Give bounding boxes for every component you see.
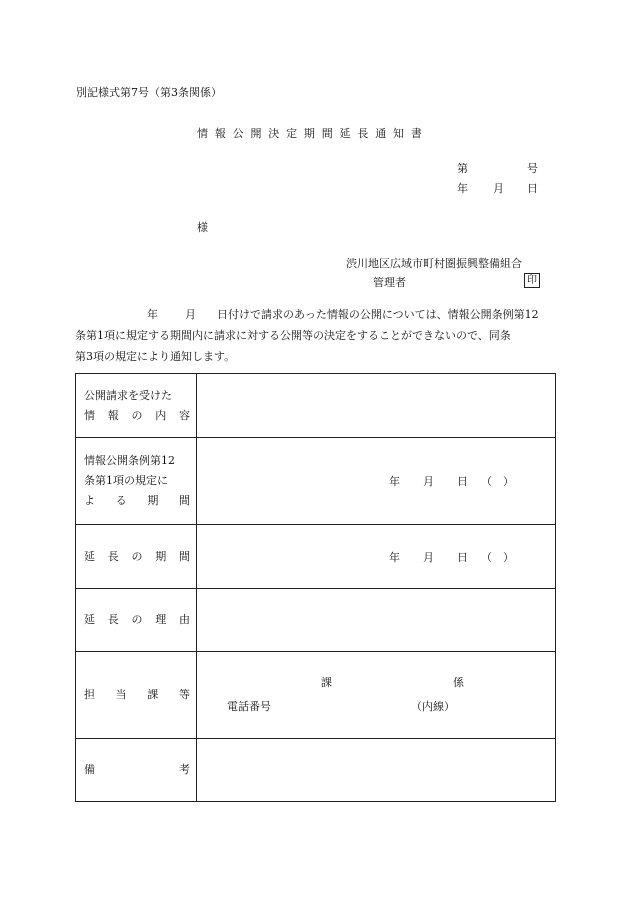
addressee-honorific: 様 bbox=[197, 221, 208, 234]
row-remarks bbox=[76, 739, 556, 802]
label-extension-period bbox=[76, 525, 197, 589]
document-title: 情報公開決定期間延長通知書 bbox=[197, 127, 429, 140]
day-label: 日 bbox=[527, 182, 538, 195]
sender-organization: 渋川地区広域市町村圏振興整備組合 bbox=[346, 257, 522, 270]
row-responsible-section bbox=[76, 652, 556, 739]
body-line-2: 条第1項に規定する期間内に請求に対する公開等の決定をすることができないので、同条 bbox=[75, 329, 511, 342]
row-extension-period bbox=[76, 525, 556, 589]
label-line: 条第1項の規定に bbox=[84, 474, 168, 487]
dai-label: 第 bbox=[457, 162, 468, 175]
value-remarks[interactable] bbox=[197, 739, 556, 802]
original-year: 年 bbox=[389, 475, 400, 488]
body-line-1 bbox=[75, 304, 560, 325]
section-label: 課 bbox=[321, 676, 332, 689]
extension-number-label: （内線） bbox=[411, 700, 455, 713]
go-label: 号 bbox=[527, 162, 538, 175]
row-request-content bbox=[76, 374, 556, 438]
seal-mark: 印 bbox=[524, 273, 540, 288]
label-line: 公開請求を受けた bbox=[84, 388, 172, 402]
label-request-content bbox=[76, 374, 197, 438]
value-extension-period[interactable] bbox=[197, 525, 556, 589]
month-label: 月 bbox=[493, 182, 504, 195]
subsection-label: 係 bbox=[453, 676, 464, 689]
value-original-period[interactable] bbox=[197, 438, 556, 525]
original-month: 月 bbox=[423, 475, 434, 488]
value-extension-reason[interactable] bbox=[197, 589, 556, 652]
label-line: 備 考 bbox=[84, 763, 190, 776]
value-responsible-section[interactable] bbox=[197, 652, 556, 739]
body-line-3: 第3項の規定により通知します。 bbox=[75, 350, 236, 363]
body-month: 月 bbox=[185, 308, 196, 321]
extension-year: 年 bbox=[389, 551, 400, 564]
label-line: 情報公開条例第12 bbox=[84, 454, 175, 467]
body-line-1-rest: 日付けで請求のあった情報の公開については、情報公開条例第12 bbox=[217, 308, 539, 321]
extension-day: 日 bbox=[457, 551, 468, 564]
label-original-period bbox=[76, 438, 197, 525]
label-line: よ る 期 間 bbox=[84, 494, 190, 507]
label-responsible-section bbox=[76, 652, 197, 739]
notice-body bbox=[75, 304, 560, 367]
value-request-content[interactable] bbox=[197, 374, 556, 438]
form-reference: 別記様式第7号（第3条関係） bbox=[76, 86, 222, 99]
notice-form-table bbox=[75, 373, 556, 802]
original-weekday-paren: （ ） bbox=[481, 475, 514, 488]
extension-weekday-paren: （ ） bbox=[481, 551, 514, 564]
phone-number-label: 電話番号 bbox=[227, 700, 271, 713]
label-remarks bbox=[76, 739, 197, 802]
label-line: 延 長 の 期 間 bbox=[84, 549, 190, 563]
label-line: 情 報 の 内 容 bbox=[84, 408, 190, 422]
label-line: 延 長 の 理 由 bbox=[84, 613, 190, 626]
sender-role: 管理者 bbox=[373, 276, 406, 289]
extension-month: 月 bbox=[423, 551, 434, 564]
label-extension-reason bbox=[76, 589, 197, 652]
year-label: 年 bbox=[457, 182, 468, 195]
row-extension-reason bbox=[76, 589, 556, 652]
original-day: 日 bbox=[457, 475, 468, 488]
body-year: 年 bbox=[147, 308, 158, 321]
row-original-period bbox=[76, 438, 556, 525]
label-line: 担 当 課 等 bbox=[84, 688, 190, 701]
